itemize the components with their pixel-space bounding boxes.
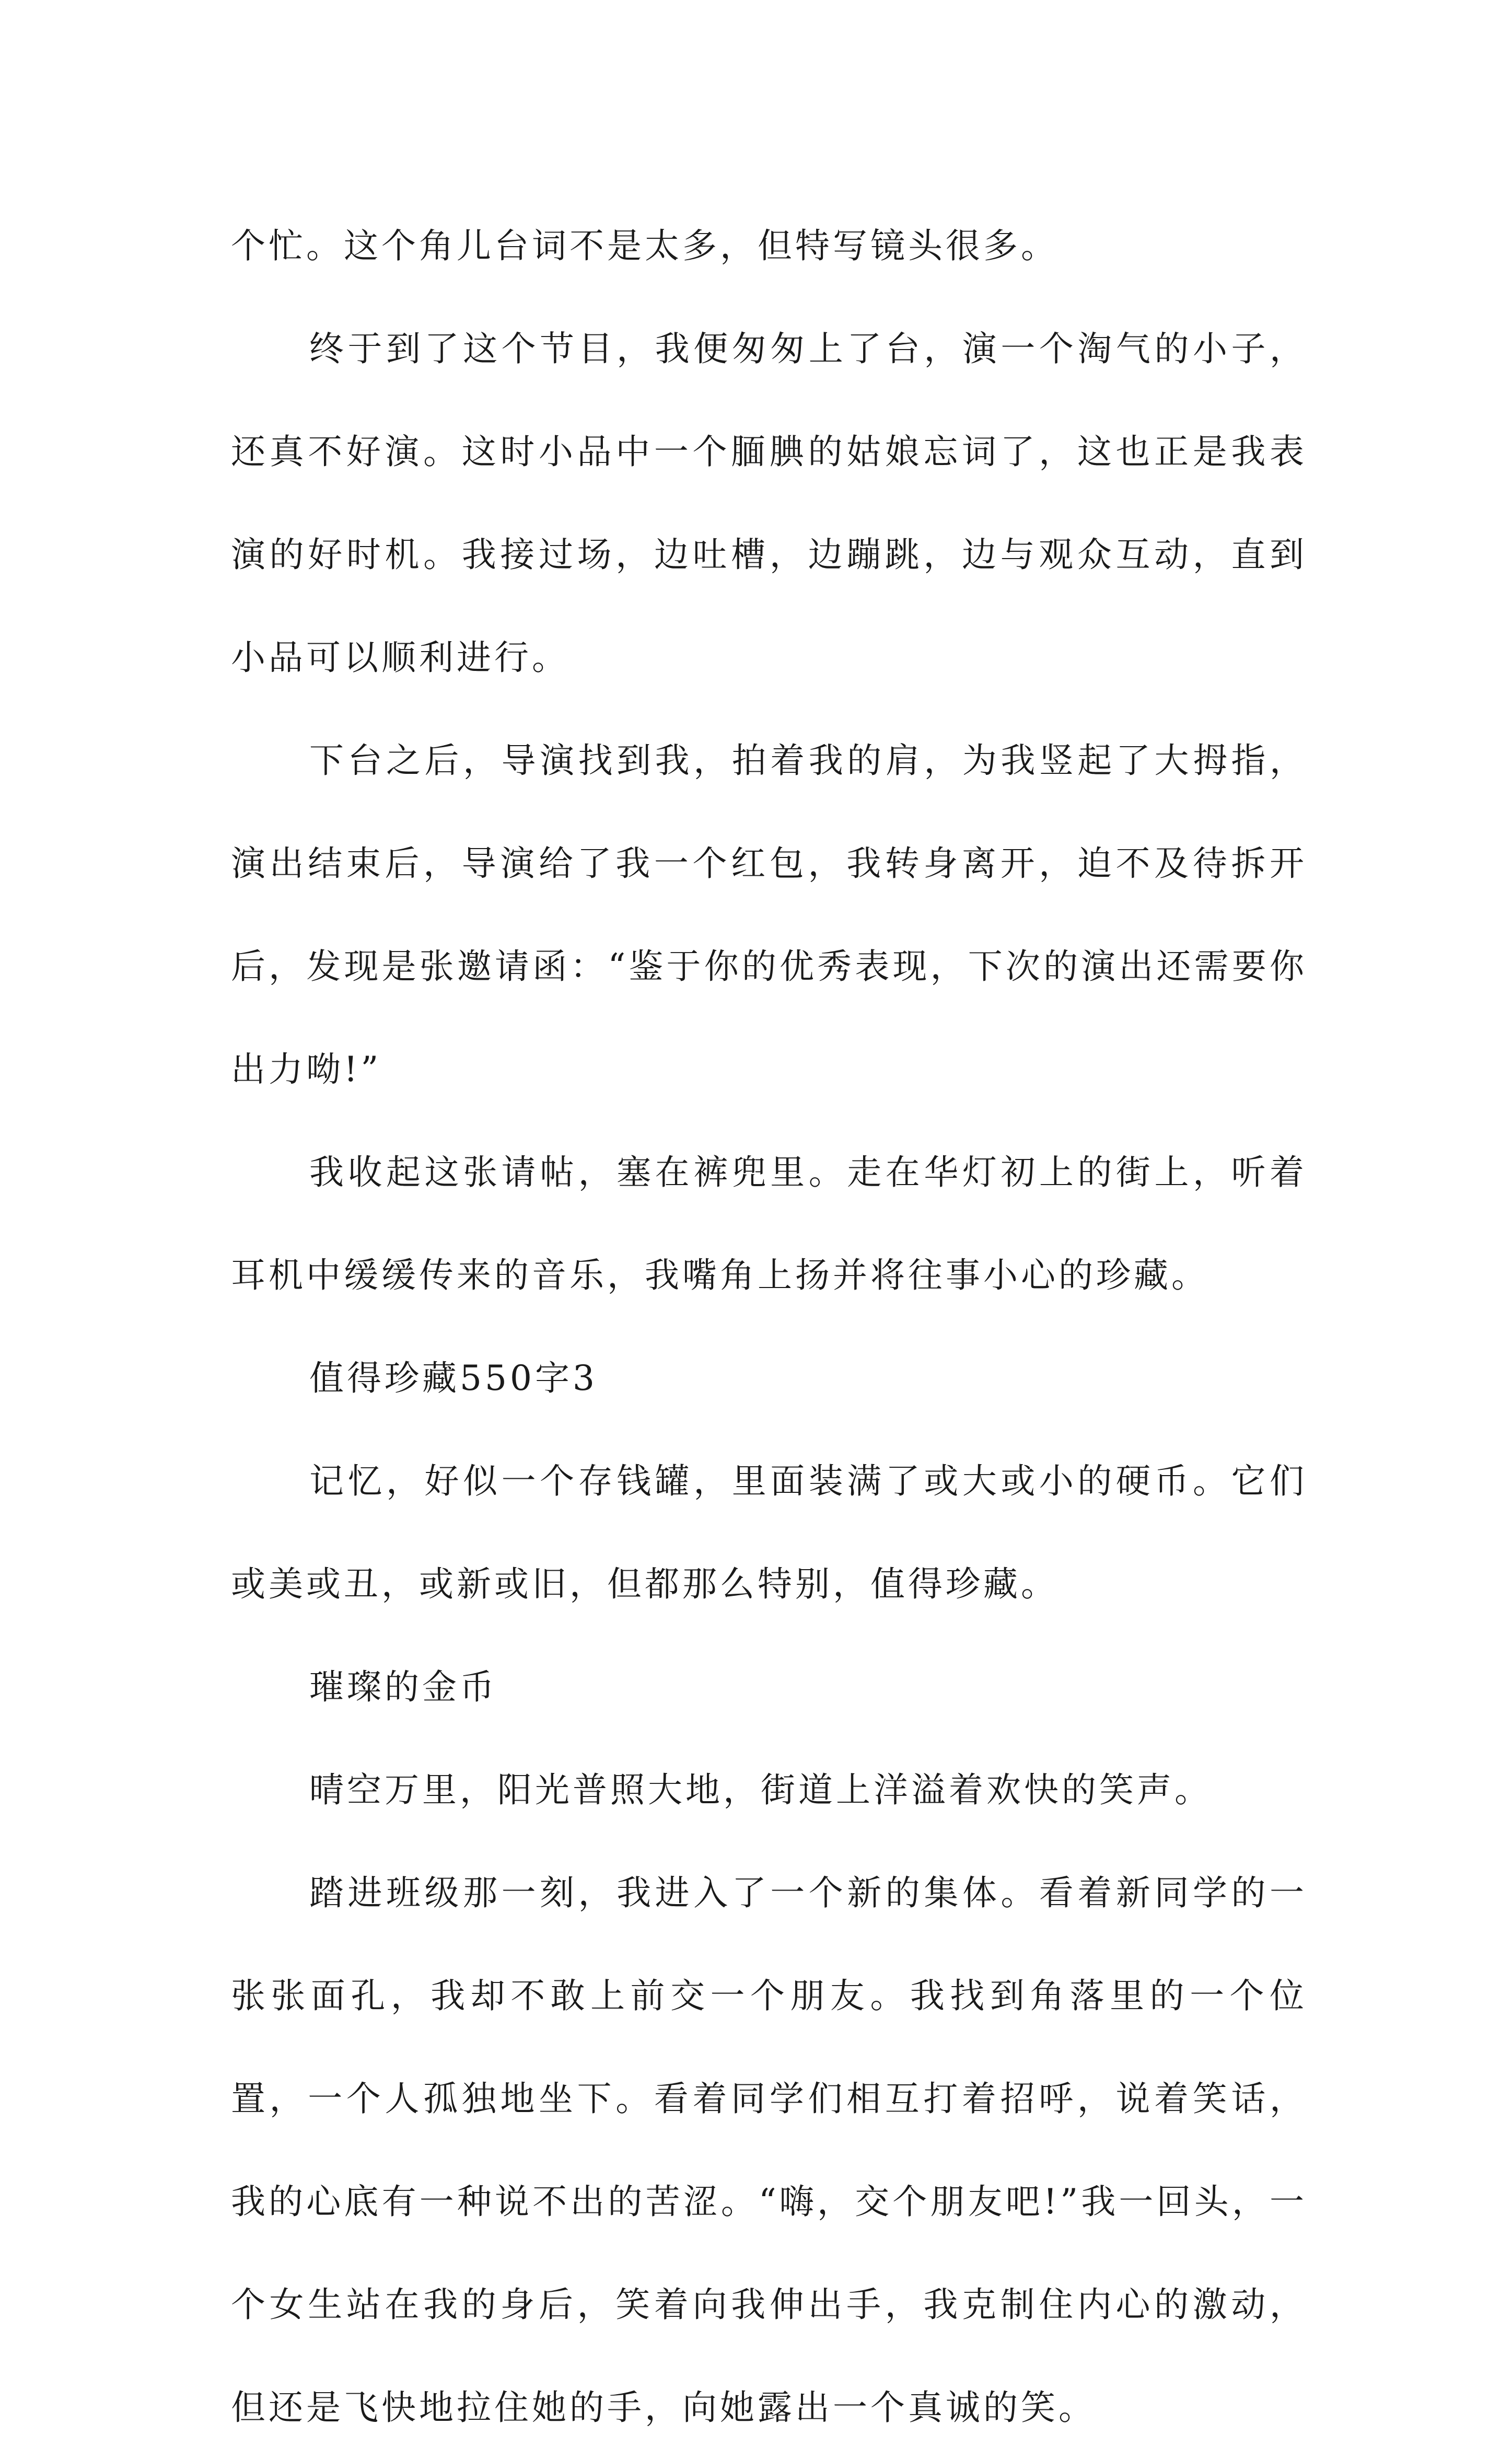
paragraph: 终于到了这个节目，我便匆匆上了台，演一个淘气的小子，还真不好演。这时小品中一个腼腆的姑娘忘词了，这也正是我表演的好时机。我接过场，边吐槽，边蹦跳，边与观众互动，直到小品可以顺利进行。 bbox=[231, 329, 1307, 678]
paragraph: 个忙。这个角儿台词不是太多，但特写镜头很多。 bbox=[231, 226, 1059, 266]
paragraph: 下台之后，导演找到我，拍着我的肩，为我竖起了大拇指，演出结束后，导演给了我一个红包，我转身离开，迫不及待拆开后，发现是张邀请函：“鉴于你的优秀表现，下次的演出还需要你出力呦!” bbox=[231, 740, 1307, 1089]
paragraph: 我收起这张请帖，塞在裤兜里。走在华灯初上的街上，听着耳机中缓缓传来的音乐，我嘴角上扬并将往事小心的珍藏。 bbox=[231, 1152, 1307, 1295]
section-heading: 值得珍藏550字3 bbox=[309, 1358, 598, 1398]
paragraph: 晴空万里，阳光普照大地，街道上洋溢着欢快的笑声。 bbox=[309, 1770, 1212, 1810]
body-text bbox=[231, 194, 1307, 2459]
paragraph: 踏进班级那一刻，我进入了一个新的集体。看着新同学的一张张面孔，我却不敢上前交一个朋友。我找到角落里的一个位置，一个人孤独地坐下。看着同学们相互打着招呼，说着笑话，我的心底有一种说不出的苦涩。“嗨，交个朋友吧!”我一回头，一个女生站在我的身后，笑着向我伸出手，我克制住内心的激动，但还是飞快地拉住她的手，向她露出一个真诚的笑。 bbox=[231, 1873, 1307, 2428]
paragraph: 记忆，好似一个存钱罐，里面装满了或大或小的硬币。它们或美或丑，或新或旧，但都那么特别，值得珍藏。 bbox=[231, 1461, 1307, 1604]
subheading: 璀璨的金币 bbox=[309, 1667, 497, 1707]
